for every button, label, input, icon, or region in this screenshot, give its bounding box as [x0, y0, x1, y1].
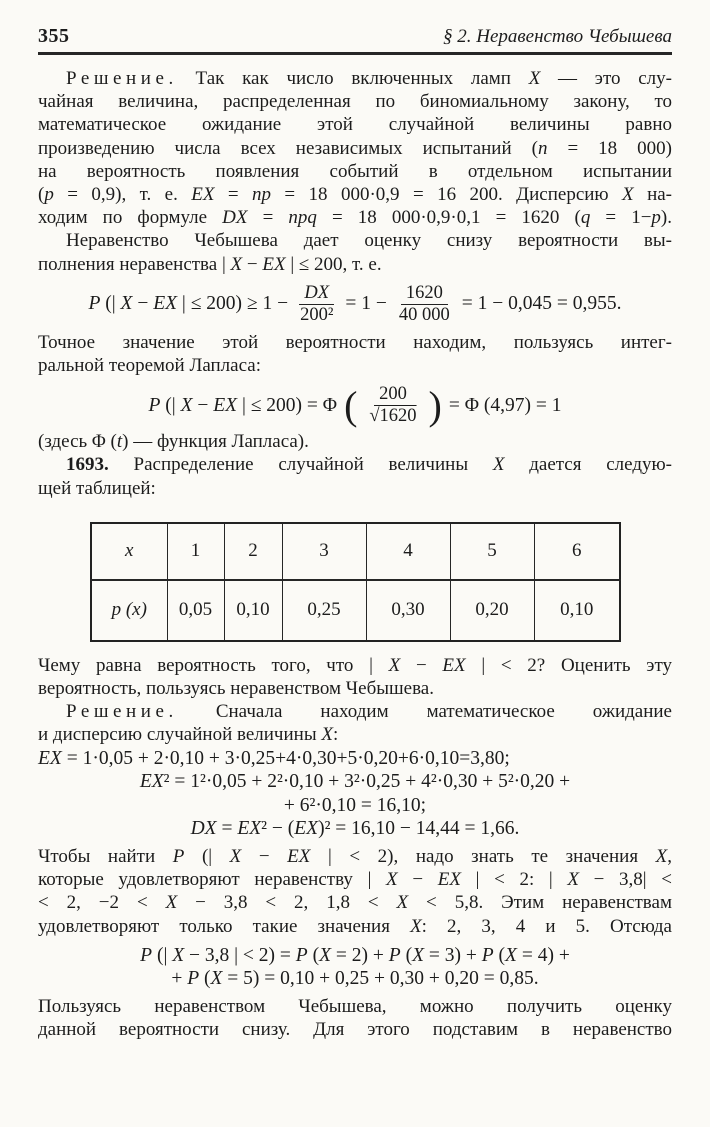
page-header — [38, 0, 672, 48]
formula-laplace — [38, 384, 672, 427]
paragraph-chebyshev-estimate — [38, 995, 672, 1041]
text-line: щей таблицей: — [38, 477, 156, 499]
equation-ex2-line2: + 6²·0,10 = 16,10; — [283, 794, 427, 816]
text-line: (p = 0,9), т. е. EX = np = 18 000·0,9 = 16 200. Дисперсию X на- — [38, 184, 672, 206]
table-cell: 0,20 — [450, 580, 534, 641]
table-cell: 1 — [167, 523, 224, 580]
formula-lead: P (| X − EX | ≤ 200) = Φ — [148, 394, 338, 416]
text-line: удовлетворяют только такие значения X: 2, 3, 4 и 5. Отсюда — [38, 915, 672, 937]
formula-tail: = 1 − 0,045 = 0,955. — [461, 293, 622, 315]
paragraph-solution-1692 — [38, 67, 672, 229]
equation-psum-line1: P (| X − 3,8 | < 2) = P (X = 2) + P (X = 3) + P (X = 4) + — [140, 944, 570, 966]
fraction-numerator: DX — [299, 283, 334, 305]
text-line: и дисперсию случайной величины X: — [38, 724, 339, 746]
text-line: вероятность, пользуясь неравенством Чебышева. — [38, 678, 434, 700]
text-line: ходим по формуле DX = npq = 18 000·0,9·0,1 = 1620 (q = 1−p). — [38, 207, 672, 229]
equation-dx: DX = EX² − (EX)² = 16,10 − 14,44 = 1,66. — [190, 818, 520, 840]
text-line: 1693. Распределение случайной величины X дается следую- — [66, 454, 673, 476]
fraction — [364, 384, 421, 427]
formula-mid: = 1 − — [345, 293, 387, 315]
row-label-p: p (x) — [91, 580, 167, 641]
paragraph-solution-1693 — [38, 700, 672, 746]
table-cell: 4 — [366, 523, 450, 580]
formula-tail: = Φ (4,97) = 1 — [448, 394, 562, 416]
table-cell: 0,10 — [224, 580, 282, 641]
equation-psum-line2: + P (X = 5) = 0,10 + 0,25 + 0,30 + 0,20 = 0,85. — [171, 968, 539, 990]
fraction — [394, 283, 455, 326]
text-line: произведению числа всех независимых испытаний (n = 18 000) — [38, 137, 672, 159]
fraction-denominator-sqrt: √1620 — [369, 406, 417, 427]
table-cell: 6 — [534, 523, 620, 580]
formula-chebyshev-inequality — [38, 283, 672, 326]
table-cell: 0,30 — [366, 580, 450, 641]
table-cell: 5 — [450, 523, 534, 580]
text-line: Точное значение этой вероятности находим, пользуясь интег- — [38, 331, 672, 353]
table-cell: 0,25 — [282, 580, 366, 641]
formula-lead: P (| X − EX | ≤ 200) ≥ 1 − — [88, 293, 289, 315]
paragraph-question-1693 — [38, 654, 672, 700]
equations-expectation-variance — [38, 747, 672, 841]
text-line: которые удовлетворяют неравенству | X − EX | < 2: | X − 3,8| < — [38, 869, 672, 891]
distribution-table — [90, 522, 621, 642]
page-number: 355 — [38, 25, 70, 47]
paragraph-chebyshev-bound — [38, 229, 672, 275]
paragraph-problem-1693 — [38, 453, 672, 499]
fraction-numerator: 200 — [374, 384, 412, 406]
section-title: § 2. Неравенство Чебышева — [442, 26, 672, 47]
equation-probability-sum — [38, 944, 672, 991]
text-line: чайная величина, распределенная по биномиальному закону, то — [38, 91, 672, 113]
text-line: полнения неравенства | X − EX | ≤ 200, т. е. — [38, 253, 382, 275]
equation-ex: EX = 1·0,05 + 2·0,10 + 3·0,25+4·0,30+5·0,20+6·0,10=3,80; — [38, 747, 510, 769]
row-label-x: x — [91, 523, 167, 580]
open-paren: ( — [344, 382, 358, 428]
text-line: ральной теоремой Лапласа: — [38, 355, 261, 377]
paragraph-find-probability — [38, 845, 672, 938]
text-line: Решение. Так как число включенных ламп X — это слу- — [66, 68, 672, 89]
fraction-denominator: 200² — [300, 304, 334, 325]
table-row-x — [91, 523, 620, 580]
table-cell: 0,10 — [534, 580, 620, 641]
close-paren: ) — [428, 382, 442, 428]
table-cell: 2 — [224, 523, 282, 580]
text-line: математическое ожидание этой случайной величины равно — [38, 114, 672, 136]
text-line: данной вероятности снизу. Для этого подставим в неравенство — [38, 1019, 672, 1041]
text-line: Пользуясь неравенством Чебышева, можно получить оценку — [38, 996, 672, 1018]
table-cell: 3 — [282, 523, 366, 580]
text-line: на вероятность появления событий в отдельном испытании — [38, 160, 672, 182]
text-line: Чему равна вероятность того, что | X − EX | < 2? Оценить эту — [38, 654, 672, 676]
text-line: < 2, −2 < X − 3,8 < 2, 1,8 < X < 5,8. Этим неравенствам — [38, 892, 672, 914]
text-line: (здесь Φ (t) — функция Лапласа). — [38, 431, 309, 453]
fraction-numerator: 1620 — [401, 283, 448, 305]
text-line: Неравенство Чебышева дает оценку снизу вероятности вы- — [66, 230, 672, 252]
text-line: Чтобы найти P (| X − EX | < 2), надо знать те значения X, — [38, 846, 673, 868]
header-rule — [38, 52, 672, 55]
fraction — [295, 283, 338, 326]
equation-ex2-line1: EX² = 1²·0,05 + 2²·0,10 + 3²·0,25 + 4²·0,30 + 5²·0,20 + — [139, 771, 571, 793]
table-cell: 0,05 — [167, 580, 224, 641]
fraction-denominator: 40 000 — [398, 304, 450, 325]
table-row-p — [91, 580, 620, 641]
paragraph-laplace-intro — [38, 331, 672, 377]
text-line: Решение. Сначала находим математическое ожидание — [66, 701, 672, 723]
paragraph-laplace-note — [38, 430, 672, 453]
